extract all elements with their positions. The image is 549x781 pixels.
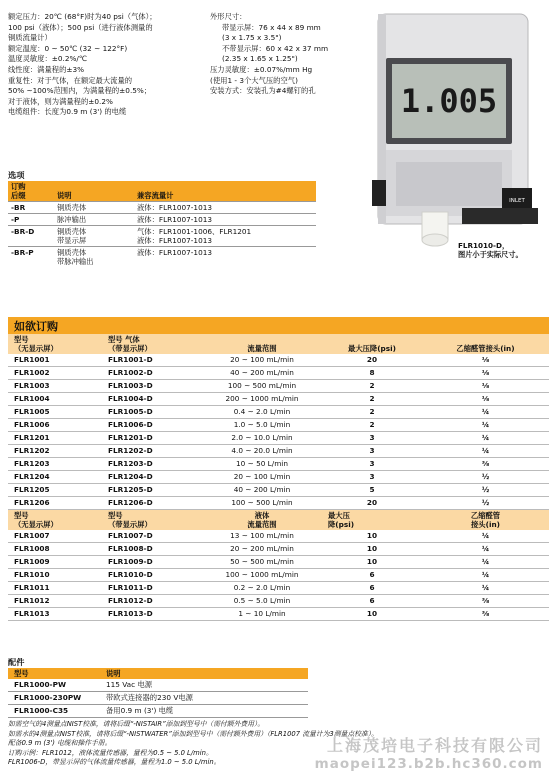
- table-row: [8, 608, 549, 621]
- footnote: 如需空气的4测量点NIST校准，请将后缀“-NISTAIR”添加到型号中（需付额外费用）。: [8, 720, 265, 728]
- header-text: 后缀: [11, 191, 26, 200]
- model-display-cell: FLR1001-D: [102, 354, 202, 367]
- model-cell: FLR1011: [8, 582, 102, 595]
- spec-dimensions: 外形尺寸：: [210, 12, 247, 21]
- header-pressure: [322, 510, 422, 531]
- flow-range-cell: 40 ~ 200 L/min: [202, 484, 322, 497]
- tube-size-cell: ½: [422, 471, 549, 484]
- model-cell: FLR1012: [8, 595, 102, 608]
- pressure-drop-cell: 10: [322, 543, 422, 556]
- pressure-drop-cell: 3: [322, 458, 422, 471]
- option-suffix: -P: [8, 214, 54, 226]
- option-compat: 液体：FLR1007-1013: [134, 247, 316, 268]
- model-cell: FLR1008: [8, 543, 102, 556]
- model-cell: FLR1202: [8, 445, 102, 458]
- table-row: [8, 214, 316, 226]
- header-text: （无显示屏）: [14, 520, 58, 529]
- model-cell: FLR1004: [8, 393, 102, 406]
- table-row: [8, 406, 549, 419]
- table-row: [8, 393, 549, 406]
- header-model: [8, 510, 102, 531]
- table-row: [8, 445, 549, 458]
- flow-range-cell: 100 ~ 1000 mL/min: [202, 569, 322, 582]
- table-row: [8, 569, 549, 582]
- spec-line: 50% ~100%范围内，为满量程的±0.5%；: [8, 86, 152, 96]
- model-cell: FLR1203: [8, 458, 102, 471]
- header-range: [202, 510, 322, 531]
- model-display-cell: FLR1206-D: [102, 497, 202, 510]
- option-compat-line: 液体：FLR1007-1013: [137, 236, 212, 245]
- caption-model: FLR1010-D，: [458, 241, 510, 250]
- header-tube: 乙缩醛管接头(in): [422, 334, 549, 354]
- table-row: [8, 692, 308, 705]
- table-row: [8, 543, 549, 556]
- header-text: （带显示屏）: [108, 520, 152, 529]
- accessories-title: 配件: [8, 657, 25, 667]
- pressure-drop-cell: 2: [322, 419, 422, 432]
- model-display-cell: FLR1004-D: [102, 393, 202, 406]
- model-display-cell: FLR1003-D: [102, 380, 202, 393]
- header-text: 降(psi): [328, 520, 355, 529]
- tube-size-cell: ⅛: [422, 393, 549, 406]
- pressure-drop-cell: 8: [322, 367, 422, 380]
- flow-range-cell: 50 ~ 500 mL/min: [202, 556, 322, 569]
- flow-range-cell: 10 ~ 50 L/min: [202, 458, 322, 471]
- flow-range-cell: 13 ~ 100 mL/min: [202, 530, 322, 543]
- acc-model: FLR1000-230PW: [8, 692, 100, 705]
- pressure-drop-cell: 5: [322, 484, 422, 497]
- pressure-drop-cell: 6: [322, 595, 422, 608]
- model-cell: FLR1009: [8, 556, 102, 569]
- tube-size-cell: ½: [422, 497, 549, 510]
- header-text: 流量范围: [247, 520, 277, 529]
- product-caption: [458, 241, 546, 259]
- pressure-drop-cell: 10: [322, 608, 422, 621]
- caption-note: 图片小于实际尺寸。: [458, 250, 523, 259]
- order-table: [8, 334, 549, 621]
- table-row: [8, 247, 316, 268]
- watermark-company: 上海茂培电子科技有限公司: [326, 736, 543, 755]
- liquid-rows: [8, 530, 549, 621]
- acc-desc: 备用0.9 m (3') 电缆: [100, 705, 308, 718]
- spec-line: (2.35 x 1.65 x 1.25"): [222, 54, 298, 64]
- table-row: [8, 419, 549, 432]
- tube-size-cell: ¼: [422, 569, 549, 582]
- table-row: [8, 458, 549, 471]
- option-desc-line: 铜质壳体: [57, 227, 87, 236]
- header-text: 液体: [254, 511, 270, 520]
- model-cell: FLR1010: [8, 569, 102, 582]
- flow-range-cell: 20 ~ 100 mL/min: [202, 354, 322, 367]
- spec-mounting: 安装方式：安装孔为#4螺钉的孔: [210, 86, 316, 96]
- option-compat: [134, 226, 316, 247]
- specs-left: [8, 12, 212, 118]
- table-row: [8, 484, 549, 497]
- footnote: 如需水的4测量点NIST校准，请将后缀“-NISTWATER”添加到型号中（需付额外费用）（FLR1007 流量计为3测量点校准）。: [8, 729, 378, 738]
- pressure-drop-cell: 2: [322, 393, 422, 406]
- tube-size-cell: ¼: [422, 406, 549, 419]
- spec-rated-temperature: 额定温度：0 ~ 50℃ (32 ~ 122°F): [8, 43, 128, 53]
- tube-size-cell: ⅜: [422, 595, 549, 608]
- acc-model: FLR1000-PW: [8, 679, 100, 692]
- model-cell: FLR1204: [8, 471, 102, 484]
- header-text: 订购: [11, 182, 26, 191]
- spec-line: (3 x 1.75 x 3.5"): [222, 33, 282, 43]
- pressure-drop-cell: 10: [322, 556, 422, 569]
- flow-range-cell: 1.0 ~ 5.0 L/min: [202, 419, 322, 432]
- pressure-drop-cell: 20: [322, 497, 422, 510]
- specs-right: [210, 12, 360, 97]
- model-display-cell: FLR1203-D: [102, 458, 202, 471]
- option-compat-line: 气体：FLR1001-1006、FLR1201: [137, 227, 252, 236]
- tube-size-cell: ½: [422, 484, 549, 497]
- option-suffix: -BR-P: [8, 247, 54, 268]
- header-text: （带显示屏）: [108, 344, 152, 353]
- option-desc-line: 带脉冲输出: [57, 257, 94, 266]
- product-image: [362, 12, 538, 262]
- accessories-table: [8, 668, 308, 718]
- table-row: [8, 432, 549, 445]
- header-text: 型号: [108, 511, 123, 520]
- flow-range-cell: 2.0 ~ 10.0 L/min: [202, 432, 322, 445]
- flow-range-cell: 20 ~ 100 L/min: [202, 471, 322, 484]
- model-cell: FLR1007: [8, 530, 102, 543]
- acc-desc: 带欧式连接器的230 V电源: [100, 692, 308, 705]
- acc-desc: 115 Vac 电源: [100, 679, 308, 692]
- footnote: 订购示例：FLR1012，液体流量传感器，量程为0.5 ~ 5.0 L/min。: [8, 748, 213, 757]
- model-cell: FLR1003: [8, 380, 102, 393]
- spec-rated-pressure: 额定压力：20℃ (68°F)时为40 psi（气体）；: [8, 12, 157, 21]
- model-cell: FLR1201: [8, 432, 102, 445]
- model-display-cell: FLR1013-D: [102, 608, 202, 621]
- tube-size-cell: ¼: [422, 432, 549, 445]
- options-header-compat: 兼容流量计: [134, 181, 316, 202]
- tube-size-cell: ⅛: [422, 354, 549, 367]
- tube-size-cell: ⅛: [422, 367, 549, 380]
- header-text: 最大压: [328, 511, 350, 520]
- watermark: [315, 733, 543, 772]
- model-display-cell: FLR1002-D: [102, 367, 202, 380]
- acc-model: FLR1000-C35: [8, 705, 100, 718]
- spec-line: (使用1 - 3个大气压的空气): [210, 75, 298, 85]
- order-title: 如欲订购: [8, 317, 549, 334]
- header-text: 型号: [14, 335, 29, 344]
- model-cell: FLR1013: [8, 608, 102, 621]
- tube-size-cell: ⅜: [422, 458, 549, 471]
- table-row: [8, 367, 549, 380]
- spec-linearity: 线性度：满量程的±3%: [8, 64, 85, 74]
- spec-line: 铜质流量计）: [8, 33, 52, 43]
- flow-range-cell: 100 ~ 500 mL/min: [202, 380, 322, 393]
- header-pressure: 最大压降(psi): [322, 334, 422, 354]
- header-model: [8, 334, 102, 354]
- tube-size-cell: ¼: [422, 419, 549, 432]
- header-model-display: [102, 510, 202, 531]
- flow-range-cell: 0.5 ~ 5.0 L/min: [202, 595, 322, 608]
- table-row: [8, 679, 308, 692]
- model-display-cell: FLR1006-D: [102, 419, 202, 432]
- option-compat: 液体：FLR1007-1013: [134, 202, 316, 214]
- model-display-cell: FLR1012-D: [102, 595, 202, 608]
- header-text: 型号: [14, 511, 29, 520]
- option-desc: 脉冲输出: [54, 214, 134, 226]
- pressure-drop-cell: 6: [322, 569, 422, 582]
- flow-range-cell: 0.4 ~ 2.0 L/min: [202, 406, 322, 419]
- model-cell: FLR1001: [8, 354, 102, 367]
- model-display-cell: FLR1201-D: [102, 432, 202, 445]
- option-desc: [54, 226, 134, 247]
- model-cell: FLR1205: [8, 484, 102, 497]
- model-display-cell: FLR1205-D: [102, 484, 202, 497]
- model-display-cell: FLR1009-D: [102, 556, 202, 569]
- pressure-drop-cell: 6: [322, 582, 422, 595]
- spec-cable: 电缆组件：长度为0.9 m (3') 的电缆: [8, 107, 127, 117]
- model-display-cell: FLR1011-D: [102, 582, 202, 595]
- spec-line: 100 psi（液体）；500 psi（进行液体测量的: [8, 22, 153, 32]
- pressure-drop-cell: 2: [322, 380, 422, 393]
- table-row: [8, 556, 549, 569]
- model-cell: FLR1005: [8, 406, 102, 419]
- model-cell: FLR1002: [8, 367, 102, 380]
- spec-line: 带显示屏：76 x 44 x 89 mm: [222, 22, 321, 32]
- spec-temp-sensitivity: 温度灵敏度：±0.2%/℃: [8, 54, 88, 64]
- flow-range-cell: 1 ~ 10 L/min: [202, 608, 322, 621]
- options-title: 选项: [8, 170, 25, 180]
- gas-rows: [8, 354, 549, 510]
- table-row: [8, 202, 316, 214]
- options-header-desc: 说明: [54, 181, 134, 202]
- table-row: [8, 582, 549, 595]
- table-row: [8, 497, 549, 510]
- header-text: 乙缩醛管: [470, 511, 501, 520]
- table-row: [8, 354, 549, 367]
- header-text: 型号 气体: [108, 335, 140, 344]
- option-desc-line: 带显示屏: [57, 236, 87, 245]
- tube-size-cell: ¼: [422, 530, 549, 543]
- flow-range-cell: 0.2 ~ 2.0 L/min: [202, 582, 322, 595]
- header-range: 流量范围: [202, 334, 322, 354]
- tube-size-cell: ⅛: [422, 380, 549, 393]
- pressure-drop-cell: 3: [322, 445, 422, 458]
- spec-line: 不带显示屏：60 x 42 x 37 mm: [222, 43, 329, 53]
- table-row: [8, 705, 308, 718]
- option-desc: [54, 247, 134, 268]
- model-display-cell: FLR1007-D: [102, 530, 202, 543]
- header-text: （无显示屏）: [14, 344, 58, 353]
- table-row: [8, 471, 549, 484]
- options-table: [8, 181, 316, 267]
- pressure-drop-cell: 20: [322, 354, 422, 367]
- option-desc: 铜质壳体: [54, 202, 134, 214]
- pressure-drop-cell: 10: [322, 530, 422, 543]
- pressure-drop-cell: 3: [322, 432, 422, 445]
- lcd-display: 1.005: [400, 82, 498, 120]
- liquid-header-row: [8, 510, 549, 531]
- option-desc-line: 铜质壳体: [57, 248, 87, 257]
- spec-pressure-sensitivity: 压力灵敏度：±0.07%/mm Hg: [210, 64, 313, 74]
- flow-range-cell: 40 ~ 200 mL/min: [202, 367, 322, 380]
- flow-range-cell: 4.0 ~ 20.0 L/min: [202, 445, 322, 458]
- table-row: [8, 595, 549, 608]
- table-row: [8, 530, 549, 543]
- gas-header-row: [8, 334, 549, 354]
- model-cell: FLR1206: [8, 497, 102, 510]
- flow-range-cell: 100 ~ 500 L/min: [202, 497, 322, 510]
- spec-line: 对于液体，则为满量程的±0.2%: [8, 96, 113, 106]
- model-display-cell: FLR1008-D: [102, 543, 202, 556]
- tube-size-cell: ¼: [422, 556, 549, 569]
- spec-repeatability: 重复性：对于气体，在额定最大流量的: [8, 75, 133, 85]
- header-model-display: [102, 334, 202, 354]
- inlet-label: INLET: [509, 198, 525, 204]
- header-tube: [422, 510, 549, 531]
- acc-header-desc: 说明: [100, 668, 308, 679]
- option-suffix: -BR: [8, 202, 54, 214]
- flow-range-cell: 200 ~ 1000 mL/min: [202, 393, 322, 406]
- pressure-drop-cell: 2: [322, 406, 422, 419]
- footnote: FLR1006-D，带显示屏的气体流量传感器，量程为1.0 ~ 5.0 L/min。: [8, 758, 221, 766]
- options-header-suffix: [8, 181, 54, 202]
- model-cell: FLR1006: [8, 419, 102, 432]
- pressure-drop-cell: 3: [322, 471, 422, 484]
- table-row: [8, 380, 549, 393]
- tube-size-cell: ⅜: [422, 608, 549, 621]
- table-row: [8, 226, 316, 247]
- flow-range-cell: 20 ~ 200 mL/min: [202, 543, 322, 556]
- watermark-url: maopei123.b2b.hc360.com: [314, 756, 543, 772]
- tube-size-cell: ¼: [422, 445, 549, 458]
- acc-header-model: 型号: [8, 668, 100, 679]
- model-display-cell: FLR1010-D: [102, 569, 202, 582]
- model-display-cell: FLR1204-D: [102, 471, 202, 484]
- option-suffix: -BR-D: [8, 226, 54, 247]
- tube-size-cell: ¼: [422, 543, 549, 556]
- model-display-cell: FLR1202-D: [102, 445, 202, 458]
- model-display-cell: FLR1005-D: [102, 406, 202, 419]
- header-text: 接头(in): [471, 520, 500, 529]
- footnote: 配备0.9 m (3') 电缆和操作手册。: [8, 739, 112, 747]
- option-compat: 液体：FLR1007-1013: [134, 214, 316, 226]
- tube-size-cell: ¼: [422, 582, 549, 595]
